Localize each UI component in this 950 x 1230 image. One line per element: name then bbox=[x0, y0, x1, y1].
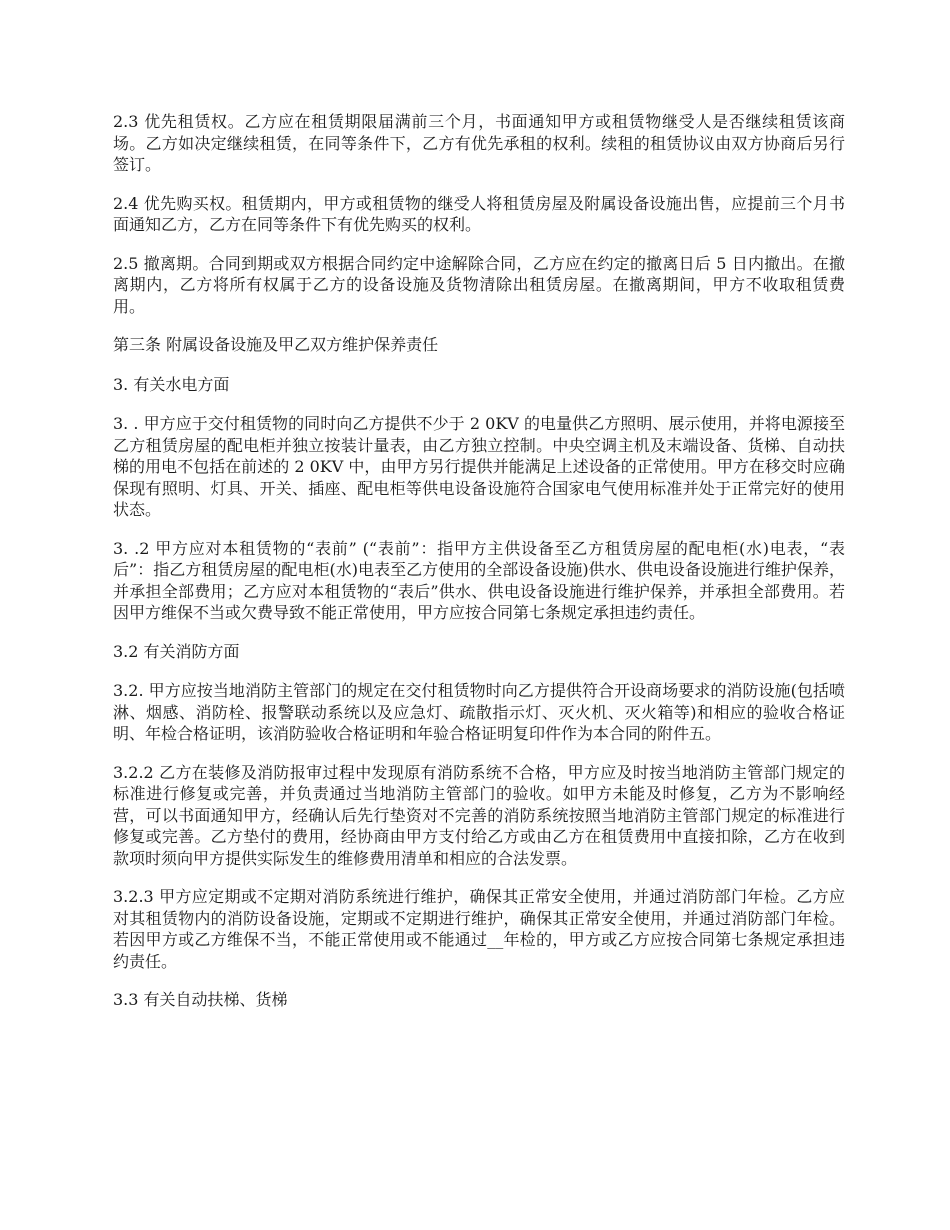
document-body bbox=[113, 111, 845, 1029]
clause-3-2-2-fire-repair: 3.2.2 乙方在装修及消防报审过程中发现原有消防系统不合格，甲方应及时按当地消防主管部门规定的标准进行修复或完善，并负责通过当地消防主管部门的验收。如甲方未能及时修复，乙方为不影响经营，可以书面通知甲方，经确认后先行垫资对不完善的消防系统按照当地消防主管部门规定的标准进行修复或完善。乙方垫付的费用，经协商由甲方支付给乙方或由乙方在租赁费用中直接扣除，乙方在收到款项时须向甲方提供实际发生的维修费用清单和相应的合法发票。 bbox=[113, 762, 845, 868]
clause-2-4-priority-purchase: 2.4 优先购买权。租赁期内，甲方或租赁物的继受人将租赁房屋及附属设备设施出售，应提前三个月书面通知乙方，乙方在同等条件下有优先购买的权利。 bbox=[113, 193, 845, 234]
section-3-2-heading: 3.2 有关消防方面 bbox=[113, 641, 240, 661]
clause-3-1-1-power-supply: 3. . 甲方应于交付租赁物的同时向乙方提供不少于 2 0KV 的电量供乙方照明、展示使用，并将电源接至乙方租赁房屋的配电柜并独立按装计量表，由乙方独立控制。中央空调主机及末端设备、货梯、自动扶梯的用电不包括在前述的 2 0KV 中，由甲方另行提供并能满足上述设备的正常使用。甲方在移交时应确保现有照明、灯具、开关、插座、配电柜等供电设备设施符合国家电气使用标准并处于正常完好的使用状态。 bbox=[113, 414, 845, 519]
section-3-3-heading: 3.3 有关自动扶梯、货梯 bbox=[113, 990, 288, 1009]
clause-3-2-1-fire-facilities: 3.2. 甲方应按当地消防主管部门的规定在交付租赁物时向乙方提供符合开设商场要求的消防设施(包括喷淋、烟感、消防栓、报警联动系统以及应急灯、疏散指示灯、灭火机、灭火箱等)和相应的验收合格证明、年检合格证明，该消防验收合格证明和年验合格证明复印件作为本合同的附件五。 bbox=[113, 681, 845, 743]
clause-2-5-evacuation-period: 2.5 撤离期。合同到期或双方根据合同约定中途解除合同，乙方应在约定的撤离日后 5 日内撤出。在撤离期内，乙方将所有权属于乙方的设备设施及货物清除出租赁房屋。在撤离期间，甲方不收取租赁费用。 bbox=[113, 253, 845, 316]
section-3-1-heading: 3. 有关水电方面 bbox=[113, 374, 230, 394]
clause-3-2-3-fire-maintenance: 3.2.3 甲方应定期或不定期对消防系统进行维护，确保其正常安全使用，并通过消防部门年检。乙方应对其租赁物内的消防设备设施，定期或不定期进行维护，确保其正常安全使用，并通过消防部门年检。若因甲方或乙方维保不当，不能正常使用或不能通过__年检的，甲方或乙方应按合同第七条规定承担违约责任。 bbox=[113, 887, 845, 971]
clause-3-1-2-meter-maintenance: 3. .2 甲方应对本租赁物的“表前” (“表前”：指甲方主供设备至乙方租赁房屋的配电柜(水)电表，“表后”：指乙方租赁房屋的配电柜(水)电表至乙方使用的全部设备设施)供水、供电设备设施进行维护保养，并承担全部费用；乙方应对本租赁物的“表后”供水、供电设备设施进行维护保养，并承担全部费用。若因甲方维保不当或欠费导致不能正常使用，甲方应按合同第七条规定承担违约责任。 bbox=[113, 538, 845, 622]
clause-2-3-priority-lease: 2.3 优先租赁权。乙方应在租赁期限届满前三个月，书面通知甲方或租赁物继受人是否继续租赁该商场。乙方如决定继续租赁，在同等条件下，乙方有优先承租的权利。续租的租赁协议由双方协商后另行签订。 bbox=[113, 112, 845, 174]
article-3-heading: 第三条 附属设备设施及甲乙双方维护保养责任 bbox=[113, 335, 439, 354]
